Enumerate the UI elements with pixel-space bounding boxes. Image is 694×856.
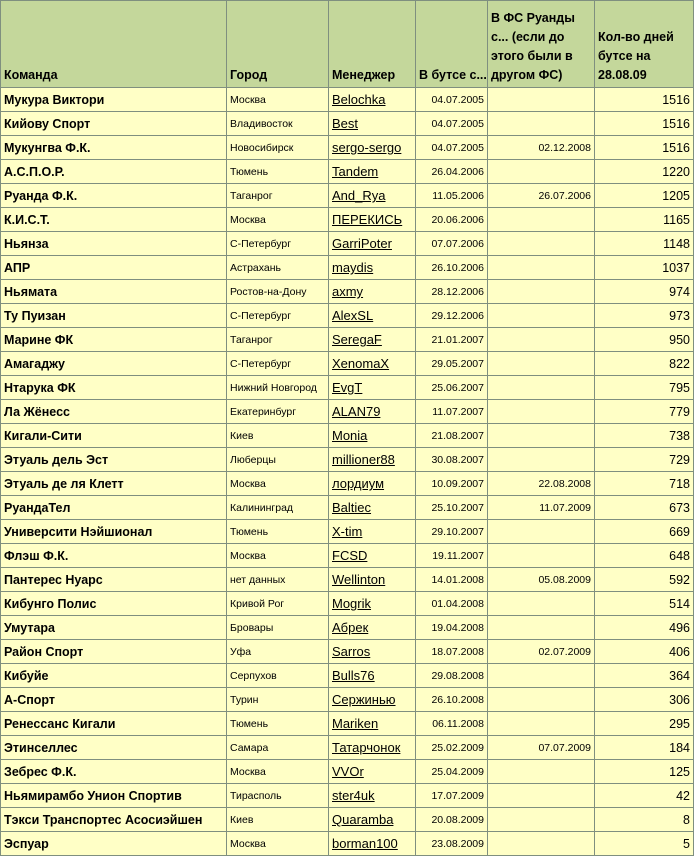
- team-cell: Университи Нэйшионал: [1, 520, 227, 544]
- manager-link[interactable]: borman100: [332, 836, 398, 851]
- manager-cell: [329, 832, 416, 856]
- fs-date-cell: [488, 688, 595, 712]
- city-cell: Таганрог: [227, 328, 329, 352]
- manager-cell: [329, 448, 416, 472]
- table-row: [1, 568, 694, 592]
- days-count-cell: 42: [595, 784, 694, 808]
- since-date-cell: 26.10.2008: [416, 688, 488, 712]
- table-row: [1, 376, 694, 400]
- manager-link[interactable]: Best: [332, 116, 359, 131]
- manager-cell: [329, 304, 416, 328]
- table-row: [1, 472, 694, 496]
- city-cell: Москва: [227, 544, 329, 568]
- manager-link[interactable]: Quaramba: [332, 812, 394, 827]
- days-count-cell: 306: [595, 688, 694, 712]
- table-row: [1, 832, 694, 856]
- city-cell: Новосибирск: [227, 136, 329, 160]
- since-date-cell: 11.07.2007: [416, 400, 488, 424]
- team-cell: А-Спорт: [1, 688, 227, 712]
- fs-date-cell: [488, 208, 595, 232]
- days-count-cell: 184: [595, 736, 694, 760]
- manager-cell: [329, 760, 416, 784]
- manager-cell: [329, 208, 416, 232]
- manager-cell: [329, 664, 416, 688]
- table-row: [1, 712, 694, 736]
- manager-link[interactable]: Bulls76: [332, 668, 375, 683]
- manager-link[interactable]: X-tim: [332, 524, 363, 539]
- fs-date-cell: [488, 832, 595, 856]
- manager-cell: [329, 544, 416, 568]
- manager-cell: [329, 568, 416, 592]
- team-cell: Нтарука ФК: [1, 376, 227, 400]
- manager-cell: [329, 184, 416, 208]
- header-days: Кол-во дней бутсе на 28.08.09: [595, 1, 694, 88]
- since-date-cell: 23.08.2009: [416, 832, 488, 856]
- table-row: [1, 760, 694, 784]
- since-date-cell: 04.07.2005: [416, 88, 488, 112]
- since-date-cell: 18.07.2008: [416, 640, 488, 664]
- since-date-cell: 04.07.2005: [416, 112, 488, 136]
- city-cell: Владивосток: [227, 112, 329, 136]
- since-date-cell: 29.08.2008: [416, 664, 488, 688]
- fs-date-cell: [488, 544, 595, 568]
- since-date-cell: 19.04.2008: [416, 616, 488, 640]
- team-cell: Кигали-Сити: [1, 424, 227, 448]
- city-cell: Самара: [227, 736, 329, 760]
- since-date-cell: 21.01.2007: [416, 328, 488, 352]
- city-cell: Москва: [227, 472, 329, 496]
- header-fs-since: В ФС Руанды с... (если до этого были в другом ФС): [488, 1, 595, 88]
- team-cell: Этинселлес: [1, 736, 227, 760]
- days-count-cell: 648: [595, 544, 694, 568]
- manager-cell: [329, 232, 416, 256]
- manager-cell: [329, 112, 416, 136]
- days-count-cell: 5: [595, 832, 694, 856]
- team-cell: Кибунго Полис: [1, 592, 227, 616]
- table-row: [1, 232, 694, 256]
- since-date-cell: 17.07.2009: [416, 784, 488, 808]
- since-date-cell: 01.04.2008: [416, 592, 488, 616]
- fs-date-cell: [488, 280, 595, 304]
- days-count-cell: 974: [595, 280, 694, 304]
- manager-link[interactable]: sergo-sergo: [332, 140, 402, 155]
- header-team: Команда: [1, 1, 227, 88]
- manager-cell: [329, 280, 416, 304]
- fs-date-cell: [488, 448, 595, 472]
- fs-date-cell: [488, 112, 595, 136]
- team-cell: РуандаТел: [1, 496, 227, 520]
- since-date-cell: 28.12.2006: [416, 280, 488, 304]
- city-cell: Тюмень: [227, 160, 329, 184]
- fs-date-cell: [488, 760, 595, 784]
- city-cell: Калининград: [227, 496, 329, 520]
- city-cell: Нижний Новгород: [227, 376, 329, 400]
- manager-link[interactable]: Татарчонок: [332, 740, 401, 755]
- manager-link[interactable]: ALAN79: [332, 404, 381, 419]
- team-cell: Зебрес Ф.К.: [1, 760, 227, 784]
- team-cell: Этуаль дель Эст: [1, 448, 227, 472]
- manager-link[interactable]: Сержинью: [332, 692, 396, 707]
- days-count-cell: 729: [595, 448, 694, 472]
- manager-cell: [329, 352, 416, 376]
- days-count-cell: 514: [595, 592, 694, 616]
- city-cell: Москва: [227, 760, 329, 784]
- since-date-cell: 25.04.2009: [416, 760, 488, 784]
- table-row: [1, 736, 694, 760]
- manager-cell: [329, 808, 416, 832]
- since-date-cell: 25.02.2009: [416, 736, 488, 760]
- table-row: [1, 424, 694, 448]
- manager-link[interactable]: Wellinton: [332, 572, 386, 587]
- city-cell: Киев: [227, 808, 329, 832]
- table-row: [1, 448, 694, 472]
- manager-cell: [329, 520, 416, 544]
- fs-date-cell: [488, 424, 595, 448]
- table-row: [1, 520, 694, 544]
- fs-date-cell: 02.07.2009: [488, 640, 595, 664]
- table-row: [1, 88, 694, 112]
- city-cell: Тюмень: [227, 520, 329, 544]
- manager-cell: [329, 328, 416, 352]
- city-cell: Люберцы: [227, 448, 329, 472]
- city-cell: С-Петербург: [227, 232, 329, 256]
- since-date-cell: 25.06.2007: [416, 376, 488, 400]
- manager-cell: [329, 592, 416, 616]
- team-cell: Ньямирамбо Унион Спортив: [1, 784, 227, 808]
- table-row: [1, 544, 694, 568]
- table-row: [1, 280, 694, 304]
- city-cell: Кривой Рог: [227, 592, 329, 616]
- manager-link[interactable]: AlexSL: [332, 308, 374, 323]
- fs-date-cell: [488, 256, 595, 280]
- city-cell: Москва: [227, 88, 329, 112]
- team-cell: Ла Жёнесс: [1, 400, 227, 424]
- days-count-cell: 8: [595, 808, 694, 832]
- manager-link[interactable]: SeregaF: [332, 332, 382, 347]
- table-row: [1, 784, 694, 808]
- table-row: [1, 616, 694, 640]
- manager-cell: [329, 424, 416, 448]
- manager-cell: [329, 400, 416, 424]
- city-cell: Тирасполь: [227, 784, 329, 808]
- city-cell: Таганрог: [227, 184, 329, 208]
- manager-cell: [329, 496, 416, 520]
- days-count-cell: 669: [595, 520, 694, 544]
- fs-date-cell: [488, 520, 595, 544]
- fs-date-cell: 02.12.2008: [488, 136, 595, 160]
- days-count-cell: 406: [595, 640, 694, 664]
- manager-cell: [329, 640, 416, 664]
- city-cell: С-Петербург: [227, 304, 329, 328]
- days-count-cell: 973: [595, 304, 694, 328]
- city-cell: Тюмень: [227, 712, 329, 736]
- since-date-cell: 30.08.2007: [416, 448, 488, 472]
- manager-cell: [329, 616, 416, 640]
- since-date-cell: 29.10.2007: [416, 520, 488, 544]
- team-cell: Район Спорт: [1, 640, 227, 664]
- table-row: [1, 496, 694, 520]
- fs-date-cell: 05.08.2009: [488, 568, 595, 592]
- table-row: [1, 256, 694, 280]
- manager-cell: [329, 256, 416, 280]
- fs-date-cell: [488, 664, 595, 688]
- fs-date-cell: [488, 616, 595, 640]
- city-cell: Астрахань: [227, 256, 329, 280]
- since-date-cell: 07.07.2006: [416, 232, 488, 256]
- since-date-cell: 29.05.2007: [416, 352, 488, 376]
- since-date-cell: 21.08.2007: [416, 424, 488, 448]
- fs-date-cell: [488, 592, 595, 616]
- since-date-cell: 26.04.2006: [416, 160, 488, 184]
- days-count-cell: 738: [595, 424, 694, 448]
- manager-link[interactable]: FCSD: [332, 548, 368, 563]
- table-body: [1, 88, 694, 856]
- team-cell: Этуаль де ля Клетт: [1, 472, 227, 496]
- since-date-cell: 14.01.2008: [416, 568, 488, 592]
- city-cell: нет данных: [227, 568, 329, 592]
- fs-date-cell: [488, 712, 595, 736]
- fs-date-cell: [488, 304, 595, 328]
- fs-date-cell: [488, 160, 595, 184]
- since-date-cell: 25.10.2007: [416, 496, 488, 520]
- team-cell: Флэш Ф.К.: [1, 544, 227, 568]
- team-cell: Ньянза: [1, 232, 227, 256]
- manager-link[interactable]: ПЕРЕКИСЬ: [332, 212, 403, 227]
- team-cell: Тэкси Транспортес Асосиэйшен: [1, 808, 227, 832]
- since-date-cell: 29.12.2006: [416, 304, 488, 328]
- table-row: [1, 136, 694, 160]
- table-row: [1, 112, 694, 136]
- header-since: В бутсе с...: [416, 1, 488, 88]
- days-count-cell: 1220: [595, 160, 694, 184]
- team-cell: Мукура Виктори: [1, 88, 227, 112]
- table-row: [1, 592, 694, 616]
- manager-cell: [329, 160, 416, 184]
- since-date-cell: 19.11.2007: [416, 544, 488, 568]
- fs-date-cell: 22.08.2008: [488, 472, 595, 496]
- city-cell: С-Петербург: [227, 352, 329, 376]
- team-cell: Руанда Ф.К.: [1, 184, 227, 208]
- manager-cell: [329, 136, 416, 160]
- fs-date-cell: 11.07.2009: [488, 496, 595, 520]
- table-row: [1, 688, 694, 712]
- city-cell: Уфа: [227, 640, 329, 664]
- header-row: [1, 1, 694, 88]
- fs-date-cell: [488, 376, 595, 400]
- fs-date-cell: [488, 232, 595, 256]
- team-cell: Эспуар: [1, 832, 227, 856]
- manager-link[interactable]: лордиум: [332, 476, 385, 491]
- manager-cell: [329, 736, 416, 760]
- days-count-cell: 364: [595, 664, 694, 688]
- team-cell: Амагаджу: [1, 352, 227, 376]
- days-count-cell: 822: [595, 352, 694, 376]
- fs-date-cell: [488, 352, 595, 376]
- team-cell: Пантерес Нуарс: [1, 568, 227, 592]
- days-count-cell: 718: [595, 472, 694, 496]
- since-date-cell: 20.06.2006: [416, 208, 488, 232]
- team-cell: Умутара: [1, 616, 227, 640]
- manager-cell: [329, 88, 416, 112]
- manager-link[interactable]: And_Rya: [332, 188, 386, 203]
- table-row: [1, 184, 694, 208]
- fs-date-cell: [488, 808, 595, 832]
- table-row: [1, 328, 694, 352]
- fs-date-cell: [488, 400, 595, 424]
- manager-cell: [329, 712, 416, 736]
- days-count-cell: 496: [595, 616, 694, 640]
- since-date-cell: 06.11.2008: [416, 712, 488, 736]
- table-row: [1, 304, 694, 328]
- table-row: [1, 160, 694, 184]
- manager-cell: [329, 472, 416, 496]
- fs-date-cell: 07.07.2009: [488, 736, 595, 760]
- since-date-cell: 20.08.2009: [416, 808, 488, 832]
- days-count-cell: 1037: [595, 256, 694, 280]
- team-cell: Кибуйе: [1, 664, 227, 688]
- days-count-cell: 950: [595, 328, 694, 352]
- manager-link[interactable]: Belochka: [332, 92, 386, 107]
- manager-link[interactable]: Mogrik: [332, 596, 372, 611]
- manager-cell: [329, 784, 416, 808]
- table-row: [1, 640, 694, 664]
- manager-link[interactable]: VVOr: [332, 764, 364, 779]
- manager-link[interactable]: Tandem: [332, 164, 379, 179]
- team-cell: Мукунгва Ф.К.: [1, 136, 227, 160]
- fs-date-cell: [488, 784, 595, 808]
- days-count-cell: 1516: [595, 88, 694, 112]
- since-date-cell: 26.10.2006: [416, 256, 488, 280]
- table-row: [1, 208, 694, 232]
- table-row: [1, 400, 694, 424]
- table-row: [1, 808, 694, 832]
- city-cell: Екатеринбург: [227, 400, 329, 424]
- city-cell: Ростов-на-Дону: [227, 280, 329, 304]
- team-cell: Кийову Спорт: [1, 112, 227, 136]
- city-cell: Турин: [227, 688, 329, 712]
- fs-date-cell: [488, 328, 595, 352]
- days-count-cell: 1516: [595, 136, 694, 160]
- since-date-cell: 10.09.2007: [416, 472, 488, 496]
- days-count-cell: 779: [595, 400, 694, 424]
- city-cell: Бровары: [227, 616, 329, 640]
- manager-link[interactable]: XenomaX: [332, 356, 390, 371]
- days-count-cell: 592: [595, 568, 694, 592]
- manager-cell: [329, 376, 416, 400]
- city-cell: Киев: [227, 424, 329, 448]
- manager-link[interactable]: ster4uk: [332, 788, 375, 803]
- fs-date-cell: [488, 88, 595, 112]
- team-cell: К.И.С.Т.: [1, 208, 227, 232]
- city-cell: Серпухов: [227, 664, 329, 688]
- days-count-cell: 295: [595, 712, 694, 736]
- days-count-cell: 1205: [595, 184, 694, 208]
- header-city: Город: [227, 1, 329, 88]
- manager-link[interactable]: Mariken: [332, 716, 379, 731]
- team-cell: Ньямата: [1, 280, 227, 304]
- days-count-cell: 1165: [595, 208, 694, 232]
- team-cell: АПР: [1, 256, 227, 280]
- table-row: [1, 664, 694, 688]
- manager-link[interactable]: millioner88: [332, 452, 395, 467]
- manager-link[interactable]: GarriPoter: [332, 236, 392, 251]
- manager-link[interactable]: Baltiec: [332, 500, 372, 515]
- team-cell: Ренессанс Кигали: [1, 712, 227, 736]
- table-row: [1, 352, 694, 376]
- team-cell: А.С.П.О.Р.: [1, 160, 227, 184]
- city-cell: Москва: [227, 832, 329, 856]
- days-count-cell: 1148: [595, 232, 694, 256]
- header-manager: Менеджер: [329, 1, 416, 88]
- since-date-cell: 04.07.2005: [416, 136, 488, 160]
- fs-date-cell: 26.07.2006: [488, 184, 595, 208]
- since-date-cell: 11.05.2006: [416, 184, 488, 208]
- manager-link[interactable]: Monia: [332, 428, 368, 443]
- manager-link[interactable]: maydis: [332, 260, 374, 275]
- manager-link[interactable]: Sarros: [332, 644, 371, 659]
- manager-link[interactable]: Абрек: [332, 620, 369, 635]
- days-count-cell: 673: [595, 496, 694, 520]
- days-count-cell: 125: [595, 760, 694, 784]
- days-count-cell: 795: [595, 376, 694, 400]
- city-cell: Москва: [227, 208, 329, 232]
- manager-cell: [329, 688, 416, 712]
- manager-link[interactable]: EvgT: [332, 380, 363, 395]
- team-cell: Марине ФК: [1, 328, 227, 352]
- days-count-cell: 1516: [595, 112, 694, 136]
- manager-link[interactable]: axmy: [332, 284, 364, 299]
- team-cell: Ту Пуизан: [1, 304, 227, 328]
